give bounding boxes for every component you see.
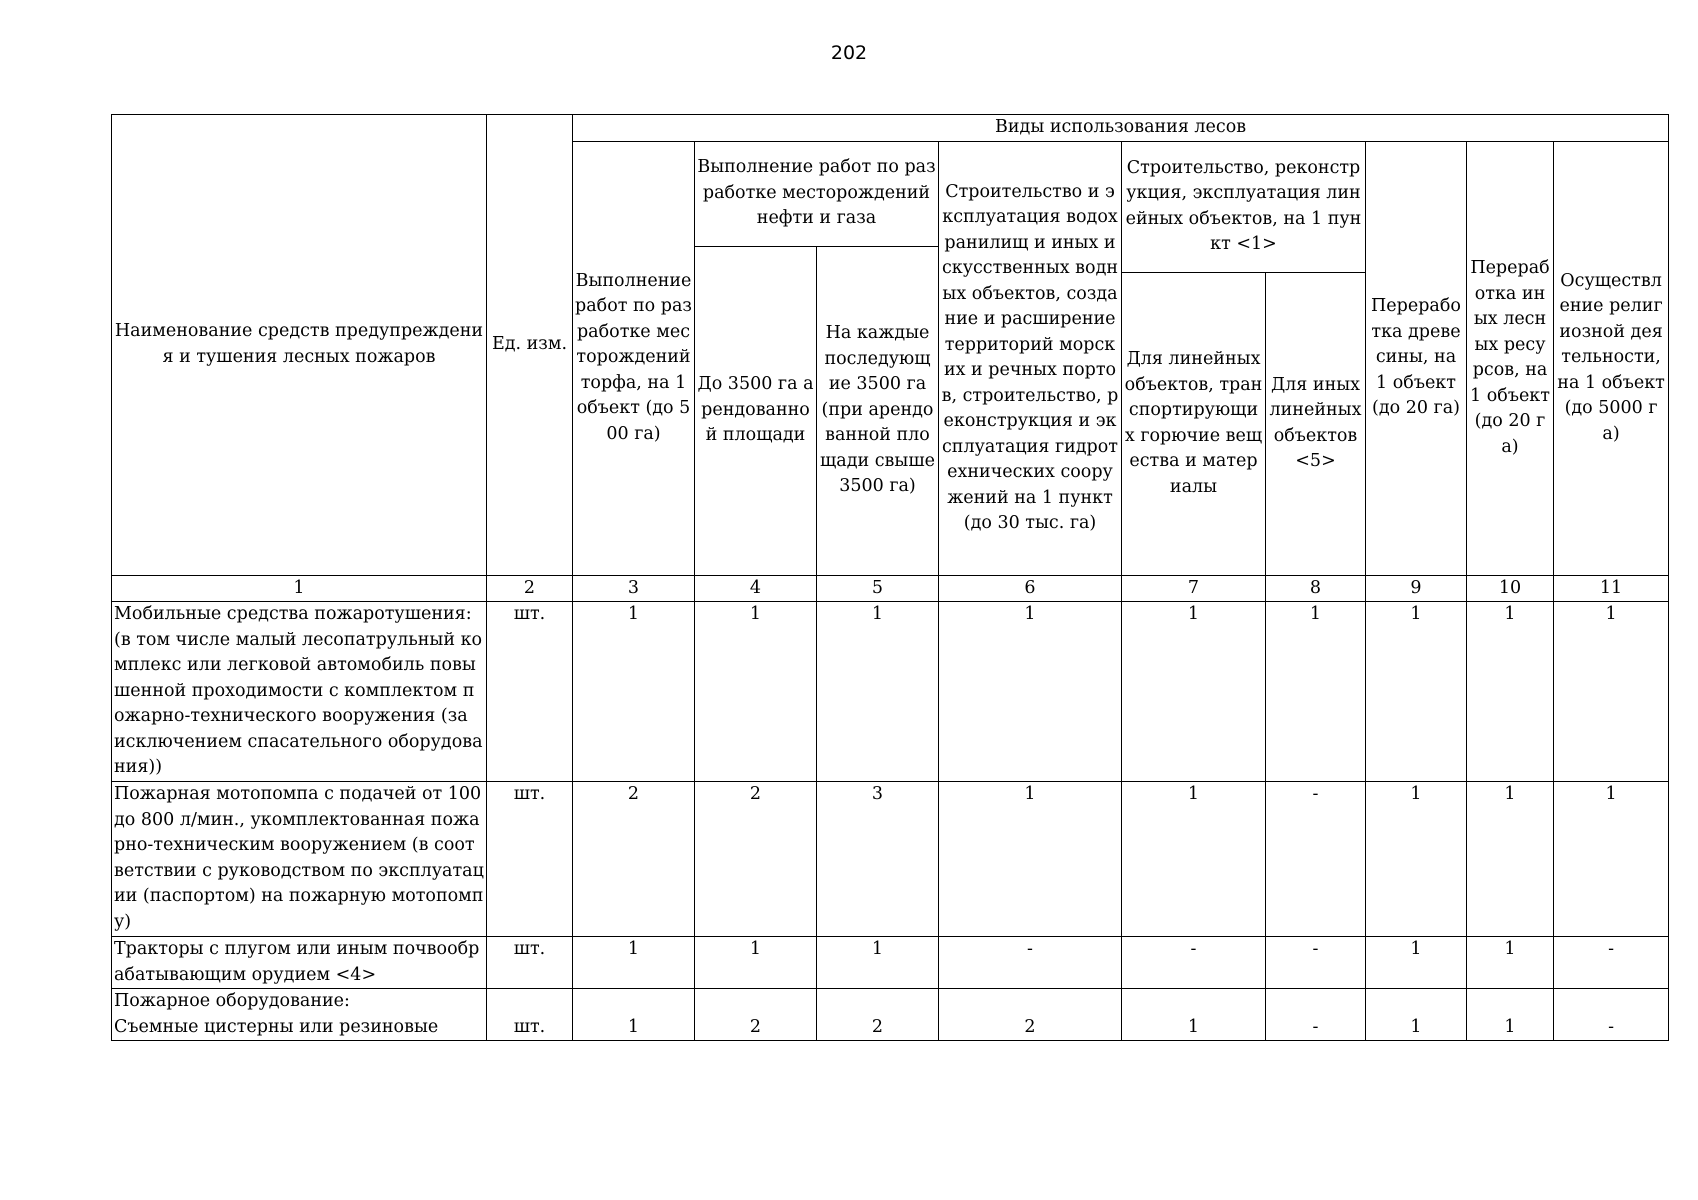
header-col4-up-to-3500: До 3500 га арендованной площади [695, 246, 817, 575]
row-value: 1 [695, 937, 817, 989]
row-value: 1 [1467, 989, 1554, 1041]
row-value: - [1266, 937, 1366, 989]
row-name-line: Пожарное оборудование: [114, 991, 350, 1011]
row-value: - [1122, 937, 1266, 989]
row-unit: шт. [487, 602, 573, 782]
row-unit: шт. [487, 989, 573, 1041]
row-value: 1 [1366, 782, 1467, 937]
row-value: 1 [1122, 989, 1266, 1041]
column-number: 11 [1554, 575, 1669, 602]
row-value: 1 [1366, 937, 1467, 989]
column-number: 3 [573, 575, 695, 602]
header-linear-objects-group: Строительство, реконструкция, эксплуатация линейных объектов, на 1 пункт <1> [1122, 141, 1366, 272]
header-name-column: Наименование средств предупреждения и тушения лесных пожаров [112, 115, 487, 576]
row-value: 2 [695, 989, 817, 1041]
row-value: 1 [573, 602, 695, 782]
table-row [112, 782, 1669, 937]
row-name: Пожарная мотопомпа с подачей от 100 до 800 л/мин., укомплектованная пожарно-техническим вооружением (в соответствии с руководством по эксплуатации (паспортом) на пожарную мотопомпу) [112, 782, 487, 937]
row-value: - [1266, 782, 1366, 937]
row-value: 2 [573, 782, 695, 937]
row-name: Тракторы с плугом или иным почвообрабатывающим орудием <4> [112, 937, 487, 989]
table-row [112, 989, 1669, 1041]
header-col8-other-linear: Для иных линейных объектов <5> [1266, 272, 1366, 575]
row-value: 1 [1122, 782, 1266, 937]
column-number: 2 [487, 575, 573, 602]
row-value: 2 [817, 989, 939, 1041]
row-value: - [1266, 989, 1366, 1041]
column-numbers-row [112, 575, 1669, 602]
row-value: 1 [817, 602, 939, 782]
header-col5-each-next-3500: На каждые последующие 3500 га (при арендованной площади свыше 3500 га) [817, 246, 939, 575]
row-value: 2 [939, 989, 1122, 1041]
row-unit: шт. [487, 782, 573, 937]
row-value: 1 [1467, 782, 1554, 937]
row-value: 1 [1467, 602, 1554, 782]
header-forest-use-types: Виды использования лесов [573, 115, 1669, 142]
column-number: 5 [817, 575, 939, 602]
row-value: 1 [573, 937, 695, 989]
header-col10-other-resources: Переработка иных лесных ресурсов, на 1 объект (до 20 га) [1467, 141, 1554, 575]
row-name [112, 989, 487, 1041]
row-value: 1 [1554, 782, 1669, 937]
row-value: 1 [939, 602, 1122, 782]
header-col7-fuel-transport: Для линейных объектов, транспортирующих горючие вещества и материалы [1122, 272, 1266, 575]
page-number: 202 [830, 42, 868, 64]
row-unit: шт. [487, 937, 573, 989]
table-row [112, 937, 1669, 989]
fire-equipment-norms-table [111, 114, 1669, 1041]
column-number: 8 [1266, 575, 1366, 602]
header-unit-column: Ед. изм. [487, 115, 573, 576]
row-value: 1 [1554, 602, 1669, 782]
column-number: 10 [1467, 575, 1554, 602]
row-value: 1 [1366, 602, 1467, 782]
row-value: 3 [817, 782, 939, 937]
table-row [112, 602, 1669, 782]
header-oil-gas-group: Выполнение работ по разработке месторождений нефти и газа [695, 141, 939, 246]
row-value: - [1554, 937, 1669, 989]
header-col9-wood-processing: Переработка древесины, на 1 объект (до 20 га) [1366, 141, 1467, 575]
row-value: 1 [1122, 602, 1266, 782]
row-value: 1 [695, 602, 817, 782]
row-value: 1 [1266, 602, 1366, 782]
header-col6-water-objects: Строительство и эксплуатация водохранилищ и иных искусственных водных объектов, создание и расширение территорий морских и речных портов, строительство, реконструкция и эксплуатация гидротехнических сооружений на 1 пункт (до 30 тыс. га) [939, 141, 1122, 575]
header-col3-peat: Выполнение работ по разработке месторождений торфа, на 1 объект (до 500 га) [573, 141, 695, 575]
row-value: 2 [695, 782, 817, 937]
header-col11-religious: Осуществление религиозной деятельности, на 1 объект (до 5000 га) [1554, 141, 1669, 575]
column-number: 9 [1366, 575, 1467, 602]
row-value: 1 [1467, 937, 1554, 989]
column-number: 6 [939, 575, 1122, 602]
row-name: Мобильные средства пожаротушения: (в том числе малый лесопатрульный комплекс или легковой автомобиль повышенной проходимости с комплектом пожарно-технического вооружения (за исключением спасательного оборудования)) [112, 602, 487, 782]
row-value: - [939, 937, 1122, 989]
column-number: 7 [1122, 575, 1266, 602]
row-value: - [1554, 989, 1669, 1041]
row-value: 1 [1366, 989, 1467, 1041]
row-name-line: Съемные цистерны или резиновые [114, 1016, 439, 1037]
row-value: 1 [573, 989, 695, 1041]
column-number: 4 [695, 575, 817, 602]
column-number: 1 [112, 575, 487, 602]
row-value: 1 [939, 782, 1122, 937]
row-value: 1 [817, 937, 939, 989]
